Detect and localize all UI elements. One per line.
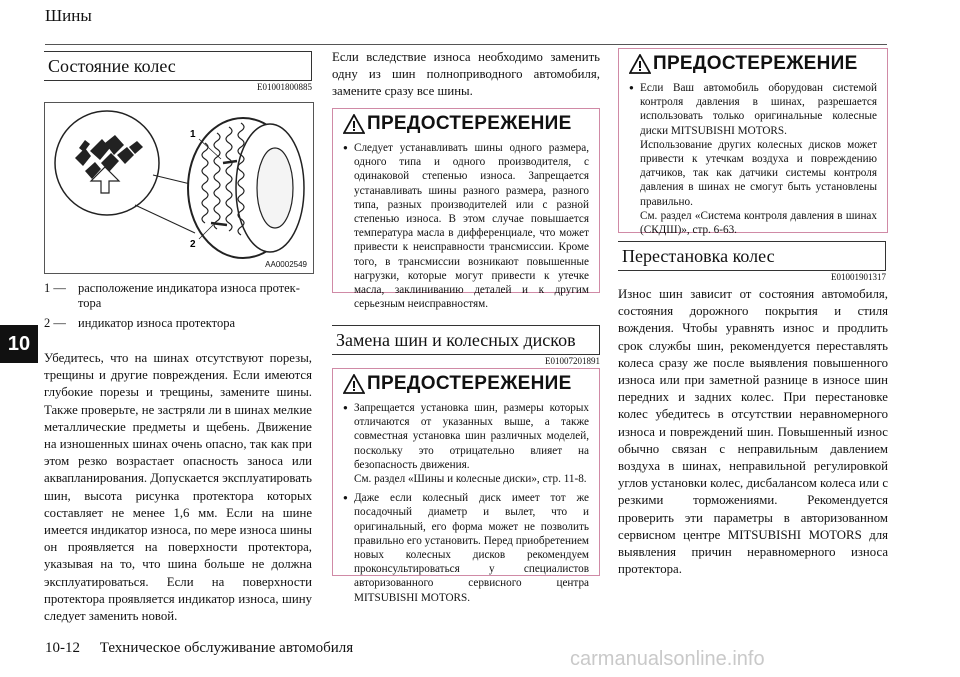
warning-header — [619, 49, 887, 79]
watermark: carmanualsonline.info — [570, 648, 765, 670]
section-title-text: Замена шин и колесных дисков — [336, 329, 576, 350]
legend-text: расположение индикатора износа протек-тора — [78, 281, 300, 310]
warning-reference: См. раздел «Шины и колесные диски», стр. 11-8. — [354, 473, 587, 486]
section-title-text: Перестановка колес — [622, 245, 775, 266]
wheel-rotation-body: Износ шин зависит от состояния автомобиля, состояния дорожного покрытия и стиля вождения. Чтобы уравнять износ и продлить срок службы шин, рекомендуется переставлять колеса сразу же после выявления повышенного износа или при заметной разнице в износе шин передних и задних колес. При перестановке колес убедитесь в отсутствии неравномерного износа и повреждений шин. Повышенный износ обычно связан с неправильным давлением воздуха в шинах, неправильной регулировкой углов установки колес, дисбалансом колеса или с резкими торможениями. Рекомендуется проверить эти параметры в авторизованном сервисном центре MITSUBISHI MOTORS для выявления причин неравномерного износа протектора. — [618, 287, 888, 577]
running-title: Шины — [45, 6, 92, 25]
legend-item — [44, 316, 312, 331]
section-code: E01001800885 — [257, 82, 312, 92]
warning-triangle-icon — [343, 374, 365, 394]
warning-title: ПРЕДОСТЕРЕЖЕНИЕ — [367, 373, 572, 394]
warning-box-tpms — [618, 48, 888, 237]
page-number: 10-12 — [45, 640, 80, 656]
section-code: E01007201891 — [545, 356, 600, 366]
warning-header — [333, 109, 599, 139]
chapter-tab: 10 — [0, 325, 38, 363]
section-title-wheel-rotation — [618, 241, 886, 271]
warning-box-tire-sizes — [332, 368, 600, 604]
top-rule — [45, 44, 887, 45]
legend-num: 1 — — [44, 281, 66, 295]
warning-triangle-icon — [629, 54, 651, 74]
warning-item: ● Если Ваш автомобиль оборудован системой контроля давления в шинах, разрешается использовать только оригинальные колесные диски MITSUBISHI MOTORS. Использование других колесных дисков может привести к утечкам воздуха и повреждению датчиков, так как датчики системы контроля давления в шинах не смогут быть установлены правильно. См. раздел «Система контроля давления в шинах (СКДШ)», стр. 6-63. — [629, 81, 877, 237]
figure-code: AA0002549 — [265, 260, 307, 269]
section-title-tire-replacement — [332, 325, 600, 355]
wheel-condition-body: Убедитесь, что на шинах отсутствуют порезы, трещины и другие повреждения. Если имеются глубокие порезы и трещины, замените шины. Также проверьте, не застряли ли в шинах мелкие металлические предметы и щебень. Движение на изношенных шинах очень опасно, так как при этом резко возрастает опасность заноса или аквапланирования. Допускается эксплуатировать шин, высота рисунка протектора которых составляет не менее 1,6 мм. Если на шине имеется индикатор износа, по мере износа шины он проявляется на поверхности протектора, указывая на то, что шина больше не должна эксплуатироваться. Если на поверхности протектора проявляется индикатор износа, шину следует заменить новой. — [44, 351, 312, 624]
tire-wear-figure — [44, 102, 314, 274]
warning-title: ПРЕДОСТЕРЕЖЕНИЕ — [653, 53, 858, 74]
intro-paragraph: Если вследствие износа необходимо заменить одну из шин полноприводного автомобиля, замените сразу все шины. — [332, 50, 600, 99]
legend-text: индикатор износа протектора — [78, 316, 236, 330]
section-title-wheel-condition — [44, 51, 312, 81]
warning-box-same-tires — [332, 108, 600, 311]
warning-header — [333, 369, 599, 399]
warning-reference: См. раздел «Система контроля давления в шинах (СКДШ)», стр. 6-63. — [640, 209, 877, 237]
figure-legend — [44, 281, 312, 331]
legend-num: 2 — — [44, 316, 66, 330]
warning-triangle-icon — [343, 114, 365, 134]
legend-item — [44, 281, 312, 311]
section-title-text: Состояние колес — [48, 55, 176, 76]
warning-extra: Использование других колесных дисков может привести к утечкам воздуха и повреждению датчиков, так как датчики системы контроля давления в шинах не смогут быть установлены правильно. — [640, 138, 877, 208]
section-code: E01001901317 — [831, 272, 886, 282]
tire-illustration — [45, 103, 313, 273]
warning-title: ПРЕДОСТЕРЕЖЕНИЕ — [367, 113, 572, 134]
warning-item: ● Следует устанавливать шины одного размера, одного типа и одного производителя, с одинаковой степенью износа. Запрещается устанавливать шины разного размера, разного типа, разных производителей или с разной степенью износа. В этом случае повышается температура масла в дифференциале, что может привести к неисправности трансмиссии. Кроме того, в трансмиссии возникают повышенные нагрузки, которые могут привести к утечке масла, заклиниванию деталей и к другим серьезным неисправностям. — [343, 141, 589, 311]
footer-chapter-title: Техническое обслуживание автомобиля — [99, 640, 354, 656]
warning-item: ● Даже если колесный диск имеет тот же посадочный диаметр и вылет, что и оригинальный, его форма может не позволить правильно его установить. Перед приобретением новых колесных дисков рекомендуем проконсультироваться у специалистов авторизованного сервисного центра MITSUBISHI MOTORS. — [343, 491, 589, 605]
callout-1: 1 — [190, 129, 196, 140]
warning-item: ● Запрещается установка шин, размеры которых отличаются от указанных выше, а также совместная установка шин различных моделей, поскольку это отрицательно влияет на безопасность движения. См. раздел «Шины и колесные диски», стр. 11-8. — [343, 401, 589, 486]
callout-2: 2 — [190, 239, 196, 250]
page-footer — [45, 640, 353, 657]
